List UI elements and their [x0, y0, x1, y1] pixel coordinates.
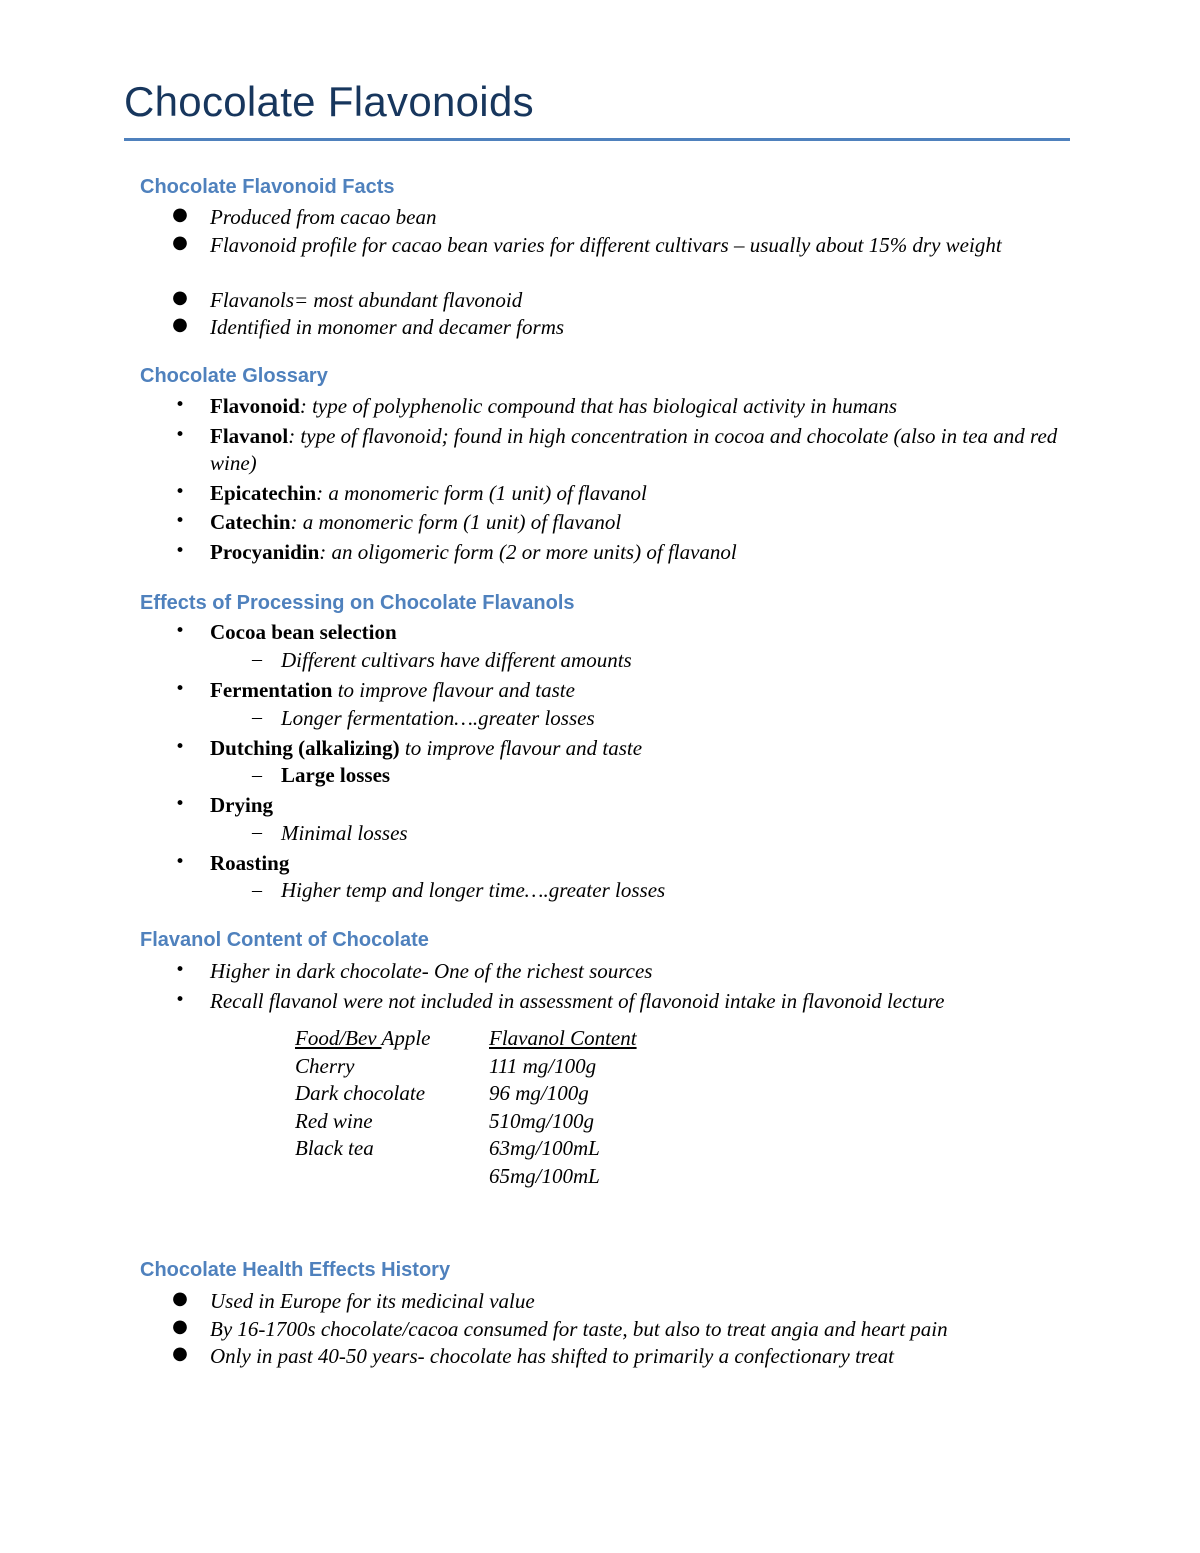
- table-content-cell: 96 mg/100g: [489, 1081, 589, 1105]
- history-item: Used in Europe for its medicinal value: [210, 1289, 535, 1313]
- heading-flavonoid-facts: Chocolate Flavonoid Facts: [140, 176, 395, 198]
- dash-icon: –: [252, 879, 262, 901]
- content-item: Recall flavanol were not included in assessment of flavonoid intake in flavonoid lecture: [210, 989, 945, 1013]
- facts-item: Produced from cacao bean: [210, 205, 437, 229]
- processing-item: Roasting: [210, 851, 290, 875]
- history-item: By 16-1700s chocolate/cacoa consumed for taste, but also to treat angia and heart pain: [210, 1317, 948, 1341]
- processing-item: Fermentation to improve flavour and taste: [210, 678, 575, 702]
- table-food-cell: Cherry: [295, 1054, 355, 1078]
- bullet-icon: •: [174, 794, 186, 814]
- bullet-icon: •: [174, 395, 186, 415]
- processing-item: Drying: [210, 793, 273, 817]
- facts-item: Flavanols= most abundant flavonoid: [210, 288, 523, 312]
- title-underline: [124, 138, 1070, 141]
- table-content-cell: 65mg/100mL: [489, 1164, 600, 1188]
- bullet-icon: ●: [172, 232, 188, 253]
- heading-flavanol-content: Flavanol Content of Chocolate: [140, 929, 429, 951]
- dash-icon: –: [252, 648, 262, 670]
- content-item: Higher in dark chocolate- One of the richest sources: [210, 959, 653, 983]
- processing-subitem: Large losses: [281, 763, 391, 787]
- bullet-icon: ●: [172, 1288, 188, 1309]
- facts-item: Identified in monomer and decamer forms: [210, 315, 565, 339]
- heading-glossary: Chocolate Glossary: [140, 365, 328, 387]
- bullet-icon: •: [174, 737, 186, 757]
- bullet-icon: •: [174, 482, 186, 502]
- heading-processing-effects: Effects of Processing on Chocolate Flavanols: [140, 592, 575, 614]
- table-food-cell: Red wine: [295, 1109, 373, 1133]
- bullet-icon: •: [174, 621, 186, 641]
- processing-subitem: Minimal losses: [281, 821, 408, 845]
- dash-icon: –: [252, 764, 262, 786]
- glossary-item: Procyanidin: an oligomeric form (2 or more units) of flavanol: [210, 540, 737, 564]
- processing-subitem: Higher temp and longer time….greater losses: [281, 878, 666, 902]
- bullet-icon: •: [174, 679, 186, 699]
- glossary-item: Flavonoid: type of polyphenolic compound that has biological activity in humans: [210, 394, 898, 418]
- document-title: Chocolate Flavonoids: [124, 78, 534, 125]
- bullet-icon: ●: [172, 1316, 188, 1337]
- bullet-icon: •: [174, 960, 186, 980]
- processing-item: Dutching (alkalizing) to improve flavour and taste: [210, 736, 643, 760]
- glossary-item: Flavanol: type of flavonoid; found in high concentration in cocoa and chocolate (also in tea and red wine): [210, 424, 1058, 475]
- table-food-cell: Black tea: [295, 1136, 374, 1160]
- history-item: Only in past 40-50 years- chocolate has shifted to primarily a confectionary treat: [210, 1344, 894, 1368]
- bullet-icon: •: [174, 425, 186, 445]
- bullet-icon: •: [174, 852, 186, 872]
- table-food-cell: Dark chocolate: [295, 1081, 426, 1105]
- processing-subitem: Longer fermentation….greater losses: [281, 706, 595, 730]
- bullet-icon: •: [174, 541, 186, 561]
- table-content-cell: 63mg/100mL: [489, 1136, 600, 1160]
- facts-item: Flavonoid profile for cacao bean varies for different cultivars – usually about 15% dry weight: [210, 233, 1002, 257]
- dash-icon: –: [252, 821, 262, 843]
- bullet-icon: ●: [172, 1343, 188, 1364]
- glossary-item: Catechin: a monomeric form (1 unit) of flavanol: [210, 510, 622, 534]
- bullet-icon: ●: [172, 287, 188, 308]
- table-content-cell: 510mg/100g: [489, 1109, 594, 1133]
- dash-icon: –: [252, 706, 262, 728]
- processing-subitem: Different cultivars have different amounts: [281, 648, 632, 672]
- processing-item: Cocoa bean selection: [210, 620, 397, 644]
- table-header-food: Food/Bev Apple: [295, 1026, 431, 1050]
- heading-health-history: Chocolate Health Effects History: [140, 1259, 451, 1281]
- bullet-icon: ●: [172, 314, 188, 335]
- glossary-item: Epicatechin: a monomeric form (1 unit) of flavanol: [210, 481, 647, 505]
- bullet-icon: ●: [172, 204, 188, 225]
- bullet-icon: •: [174, 990, 186, 1010]
- bullet-icon: •: [174, 511, 186, 531]
- table-header-content: Flavanol Content: [489, 1026, 637, 1050]
- table-content-cell: 111 mg/100g: [489, 1054, 597, 1078]
